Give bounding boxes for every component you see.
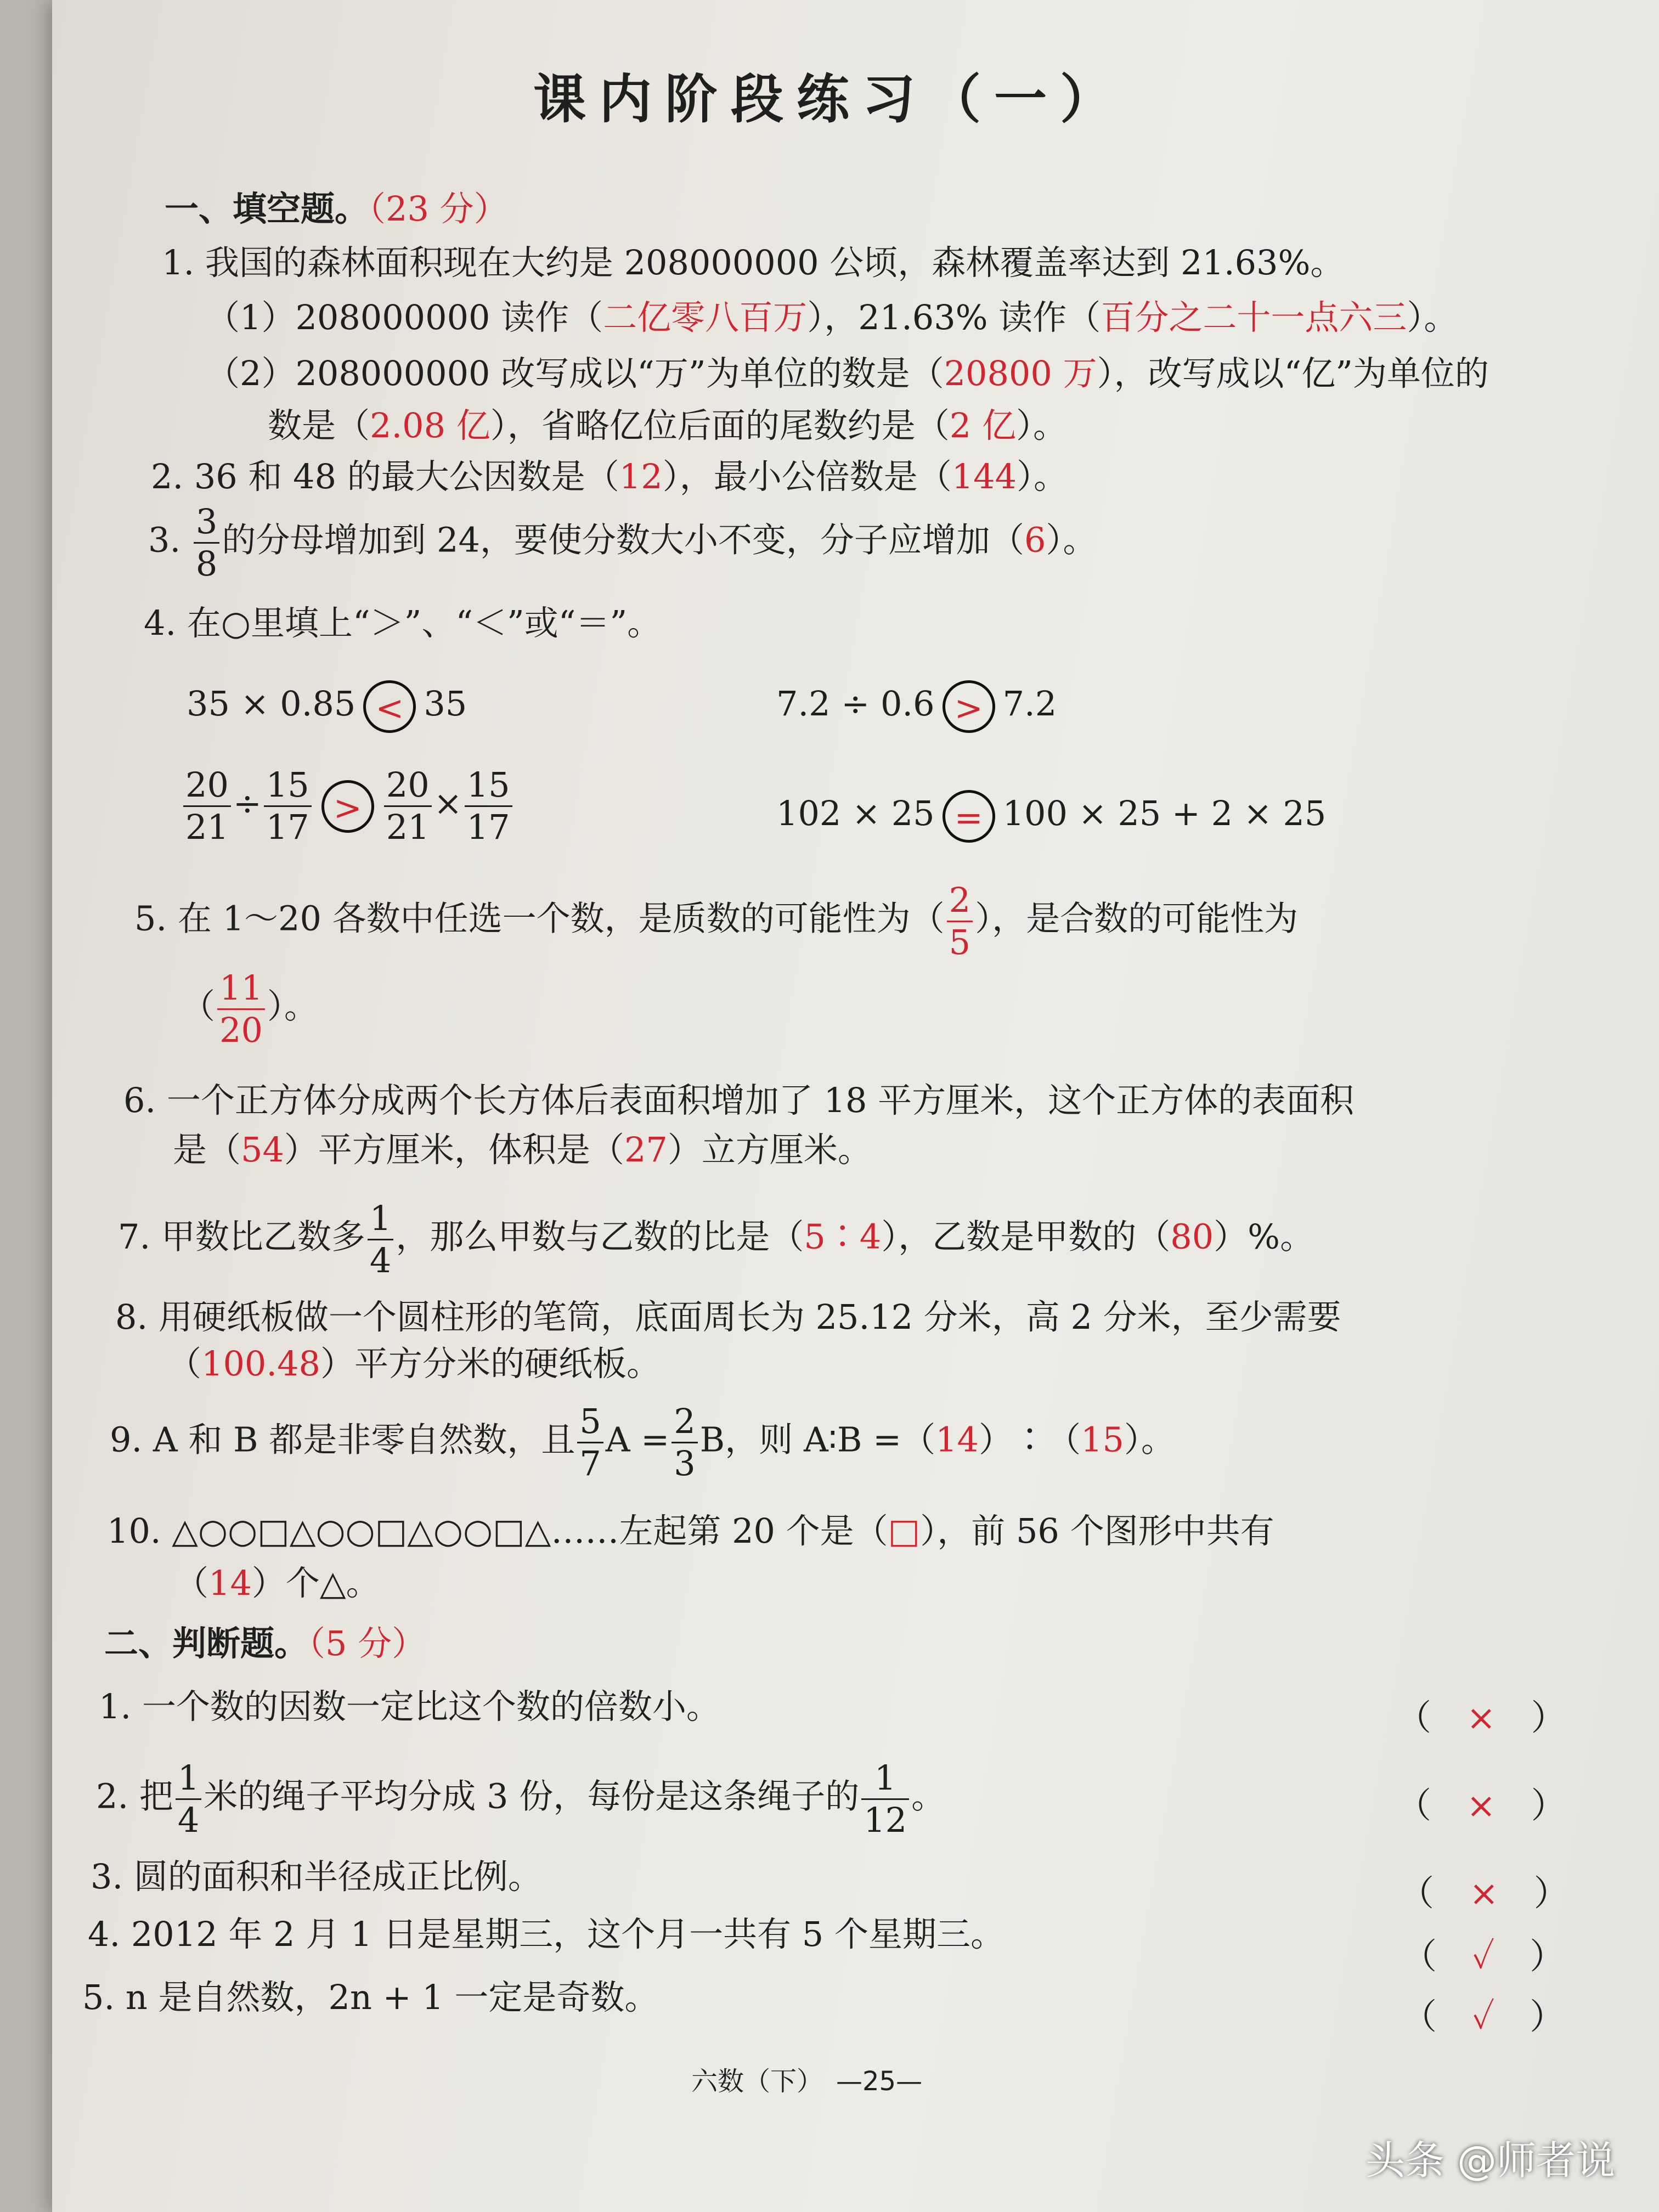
q6-b: ）平方厘米，体积是（ [284,1130,624,1170]
judge-5-answer-box: （ ✓ ） [1402,1997,1565,2038]
q1-p2-answer1: 20800 万 [944,353,1097,393]
q4-r1-right: 35 [424,684,467,724]
q1-part2 [206,353,1489,393]
q9-frac1-den: 7 [577,1442,603,1481]
q7-line [118,1198,1314,1280]
q4-r1b-right: 7.2 [1002,684,1057,724]
q5-ans1-num: 2 [949,880,971,920]
q10-a: 10. △○○□△○○□△○○□△……左起第 20 个是（ [107,1511,888,1551]
q7-c: ），乙数是甲数的（ [881,1216,1171,1257]
q9-c: B，则 A∶B =（ [699,1419,936,1460]
judge-3-answer: × [1469,1874,1499,1914]
q9-line [110,1401,1175,1483]
page-footer: 六数（下） —25— [691,2066,923,2097]
section1-heading [165,189,508,229]
q4-r2b-circle: = [943,790,995,843]
q5-ans2-den: 20 [217,1008,265,1047]
q5-ans2-num: 11 [219,968,263,1008]
q4-row1-right [776,680,1057,733]
q9-answer1: 14 [935,1419,979,1460]
q6-a: 是（ [173,1130,241,1170]
judge-2-answer: × [1466,1786,1496,1826]
section2-title: 二、判断题。 [104,1623,309,1663]
watermark-logo: 头条 @师者说 [1365,2137,1615,2183]
q1-p2-answer3: 2 亿 [949,405,1016,445]
q1-p1-c: ）。 [1407,297,1458,337]
judge-2-answer-box: （ × ） [1396,1786,1566,1826]
q10-b: ），前 56 个图形中共有 [920,1511,1274,1551]
q6-line2 [173,1130,872,1170]
q8-b: ）平方分米的硬纸板。 [320,1344,661,1384]
q9-frac2-num: 2 [674,1401,696,1441]
q2-b: ），最小公倍数是（ [662,456,952,496]
q5-line1 [134,880,1299,962]
q4-r2b-left: 102 × 25 [776,793,935,834]
q8-a: （ [167,1344,202,1384]
judge-2-frac1-num: 1 [177,1758,200,1798]
q3-label: 3. [148,520,181,560]
judge-2 [96,1758,946,1840]
q9-frac2 [672,1401,697,1483]
page-title: 课内阶段练习（一） [533,69,1126,130]
q1-p2c-c: ）。 [1015,405,1067,445]
q9-frac1-num: 5 [579,1401,601,1441]
judge-2-c: 。 [911,1776,946,1816]
judge-2-a: 2. 把 [96,1776,173,1816]
q4-frac2-num: 15 [266,765,309,805]
q4-r2b-right: 100 × 25 + 2 × 25 [1002,793,1327,834]
q1-p2-a: （2）208000000 改写成以“万”为单位的数是（ [206,353,944,393]
q7-answer1: 5∶4 [804,1216,882,1257]
q6-c: ）立方厘米。 [667,1130,872,1170]
q1-p2c-b: ），省略亿位后面的尾数约是（ [490,405,950,445]
q5-line2 [181,968,318,1050]
q2-answer2: 144 [951,456,1017,496]
q10-answer1: □ [888,1511,921,1551]
q6-answer2: 27 [624,1130,668,1170]
q4-r1b-left: 7.2 ÷ 0.6 [776,684,935,724]
judge-3 [91,1857,542,1897]
q5-ans1-den: 5 [947,921,973,960]
q10-d: ）个△。 [251,1563,380,1603]
q1-part2-cont [268,405,1067,445]
q1-p2-answer2: 2.08 亿 [370,405,490,445]
q8-line2 [167,1344,661,1384]
q4-frac1-num: 20 [185,765,229,805]
q3-answer: 6 [1024,520,1046,560]
q1-text: 1. 我国的森林面积现在大约是 208000000 公顷，森林覆盖率达到 21.63%。 [162,242,1345,283]
q1-p1-b: ），21.63% 读作（ [807,297,1101,337]
q2-a: 2. 36 和 48 的最大公因数是（ [151,456,619,496]
q3-b: ）。 [1046,520,1097,560]
judge-4 [88,1914,1005,1954]
q9-b: A = [605,1419,670,1460]
q9-answer2: 15 [1081,1419,1124,1460]
q4-frac4-num: 15 [466,765,510,805]
judge-4-text: 4. 2012 年 2 月 1 日是星期三，这个月一共有 5 个星期三。 [88,1914,1005,1954]
q1-p1-answer2: 百分之二十一点六三 [1101,297,1407,337]
q8-text: 8. 用硬纸板做一个圆柱形的笔筒，底面周长为 25.12 分米，高 2 分米，至少需要 [115,1297,1341,1337]
q4-frac1-den: 21 [183,805,231,844]
judge-3-text: 3. 圆的面积和半径成正比例。 [91,1857,542,1897]
section1-title: 一、填空题。 [165,189,369,229]
q7-b: ，那么甲数与乙数的比是（ [396,1216,804,1257]
q4-frac1 [183,765,231,847]
q9-e: ）。 [1124,1419,1175,1460]
q1-p2c-a: 数是（ [268,405,370,445]
q10-line1 [107,1511,1274,1551]
q10-c: （ [174,1563,209,1603]
q9-frac2-den: 3 [672,1442,697,1481]
q6-answer1: 54 [241,1130,284,1170]
q2-c: ）。 [1017,456,1068,496]
q4-row2-right [776,790,1326,843]
judge-2-frac1-den: 4 [176,1798,201,1837]
q7-a: 7. 甲数比乙数多 [118,1216,365,1257]
q1-part1 [206,297,1458,337]
q6-text: 6. 一个正方体分成两个长方体后表面积增加了 18 平方厘米，这个正方体的表面积 [123,1080,1355,1120]
judge-2-frac2 [861,1758,909,1840]
q4-op1: ÷ [233,783,262,823]
judge-4-answer: ✓ [1472,1937,1495,1977]
q10-line2 [174,1563,380,1603]
q9-a: 9. A 和 B 都是非零自然数，且 [110,1419,575,1460]
q3-frac-num: 3 [195,501,218,541]
q3-fraction [194,501,219,584]
judge-1-text: 1. 一个数的因数一定比这个数的倍数小。 [99,1686,720,1726]
q2-answer1: 12 [619,456,663,496]
q4-r1b-circle: > [943,680,995,733]
q1-p1-a: （1）208000000 读作（ [206,297,603,337]
section2-score: （5 分） [308,1623,426,1663]
q4-op2: × [433,783,462,823]
q4-frac3-den: 21 [384,805,432,844]
q2-line [151,456,1068,496]
judge-2-frac2-num: 1 [874,1758,896,1798]
q3-a: 的分母增加到 24，要使分数大小不变，分子应增加（ [222,520,1024,560]
q4-r1-left: 35 × 0.85 [187,684,356,724]
q5-a: 5. 在 1～20 各数中任选一个数，是质数的可能性为（ [134,898,945,939]
q5-answer1 [947,880,973,962]
judge-1-answer-box: （ × ） [1396,1698,1566,1739]
q7-frac-den: 4 [368,1239,393,1278]
q1-p1-answer1: 二亿零八百万 [603,297,808,337]
q7-answer2: 80 [1170,1216,1214,1257]
q5-c: （ [181,986,216,1026]
q7-frac-num: 1 [369,1198,392,1238]
q4-r1-circle: < [363,680,416,733]
q4-frac3 [384,765,432,847]
q8-answer: 100.48 [201,1344,320,1384]
section2-heading [104,1623,426,1663]
q4-frac3-num: 20 [386,765,430,805]
q4-frac4 [465,765,512,847]
judge-2-b: 米的绳子平均分成 3 份，每份是这条绳子的 [204,1776,860,1816]
q5-answer2 [217,968,265,1050]
judge-5-answer: ✓ [1472,1997,1495,2038]
q5-d: ）。 [267,986,318,1026]
judge-2-frac2-den: 12 [861,1798,909,1837]
section1-score: （23 分） [369,189,508,229]
q9-d: ）∶（ [978,1419,1081,1460]
judge-1-answer: × [1466,1698,1496,1739]
q4-text: 4. 在○里填上“＞”、“＜”或“＝”。 [144,603,662,643]
q4-frac2 [264,765,312,847]
q1-p2-b: ），改写成以“亿”为单位的 [1097,353,1489,393]
judge-3-answer-box: （ × ） [1399,1874,1569,1914]
q4-row1-left [187,680,467,733]
q4-r2-circle: > [321,780,374,833]
judge-5 [82,1977,659,2017]
judge-5-text: 5. n 是自然数，2n + 1 一定是奇数。 [82,1977,659,2017]
judge-4-answer-box: （ ✓ ） [1402,1937,1565,1977]
q10-answer2: 14 [208,1563,252,1603]
judge-2-frac1 [176,1758,201,1840]
q4-frac4-den: 17 [465,805,512,844]
q3-line [148,501,1097,584]
q3-frac-den: 8 [194,542,219,581]
q7-d: ）%。 [1214,1216,1314,1257]
judge-1 [99,1686,720,1726]
q4-row2-left [181,765,515,847]
q7-fraction [368,1198,393,1280]
q4-frac2-den: 17 [264,805,312,844]
q9-frac1 [577,1401,603,1483]
q5-b: ），是合数的可能性为 [975,898,1299,939]
